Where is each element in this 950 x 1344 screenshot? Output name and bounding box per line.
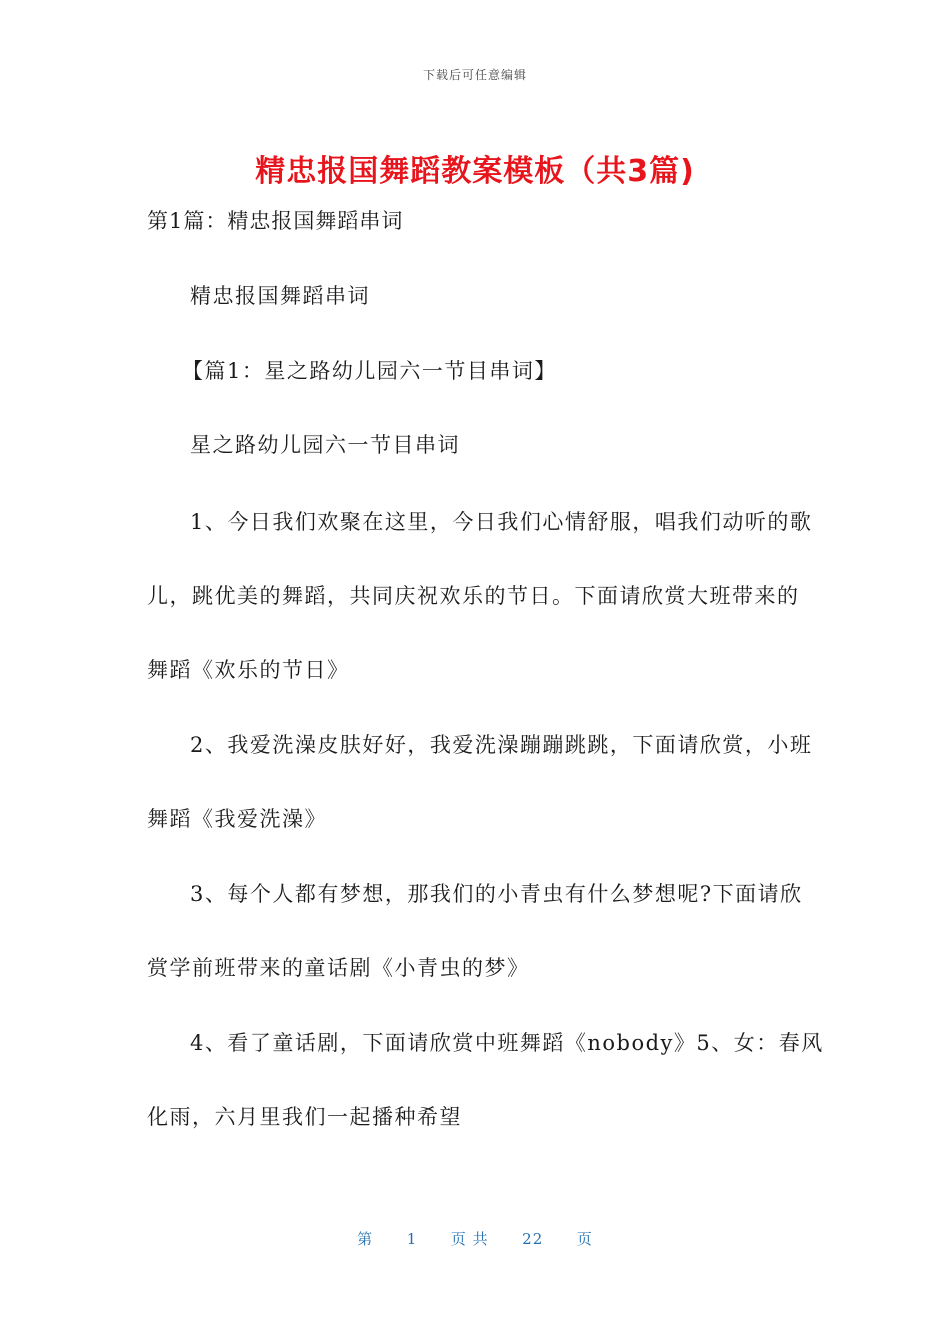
paragraph-line: 儿，跳优美的舞蹈，共同庆祝欢乐的节日。下面请欣赏大班带来的	[147, 584, 800, 608]
paragraph-line: 赏学前班带来的童话剧《小青虫的梦》	[147, 956, 530, 980]
paragraph-item-3	[147, 857, 807, 1005]
paragraph-line: 舞蹈《欢乐的节日》	[147, 658, 350, 682]
paragraph-line: 1、今日我们欢聚在这里，今日我们心情舒服，唱我们动听的歌	[190, 510, 813, 534]
paragraph-item-2	[147, 708, 813, 856]
footer-prefix: 第	[357, 1230, 374, 1248]
footer-suffix: 页	[576, 1230, 593, 1248]
paragraph-item-4	[147, 1006, 824, 1154]
paragraph-line: 3、每个人都有梦想，那我们的小青虫有什么梦想呢?下面请欣	[190, 882, 803, 906]
paragraph-item-1	[147, 485, 813, 707]
footer-total-pages: 22	[522, 1230, 544, 1248]
paragraph-line: 【篇1：星之路幼儿园六一节目串词】	[182, 359, 557, 383]
paragraph-line: 化雨，六月里我们一起播种希望	[147, 1105, 462, 1129]
paragraph-part-heading	[147, 351, 842, 391]
paragraph-line: 舞蹈《我爱洗澡》	[147, 807, 327, 831]
paragraph-line: 星之路幼儿园六一节目串词	[190, 433, 460, 457]
footer-middle: 页 共	[450, 1230, 489, 1248]
footer-page-number: 1	[406, 1230, 418, 1248]
document-title: 精忠报国舞蹈教案模板（共3篇)	[255, 154, 695, 189]
paragraph-program-title	[147, 425, 850, 465]
paragraph-line: 4、看了童话剧，下面请欣赏中班舞蹈《nobody》5、女：春风	[190, 1031, 824, 1055]
header-note: 下载后可任意编辑	[422, 68, 527, 82]
paragraph-line: 精忠报国舞蹈串词	[190, 284, 370, 308]
paragraph-subtitle	[147, 276, 850, 316]
section-heading: 第1篇：精忠报国舞蹈串词	[147, 209, 404, 233]
paragraph-line: 2、我爱洗澡皮肤好好，我爱洗澡蹦蹦跳跳，下面请欣赏，小班	[190, 733, 813, 757]
page-footer	[0, 1228, 950, 1249]
